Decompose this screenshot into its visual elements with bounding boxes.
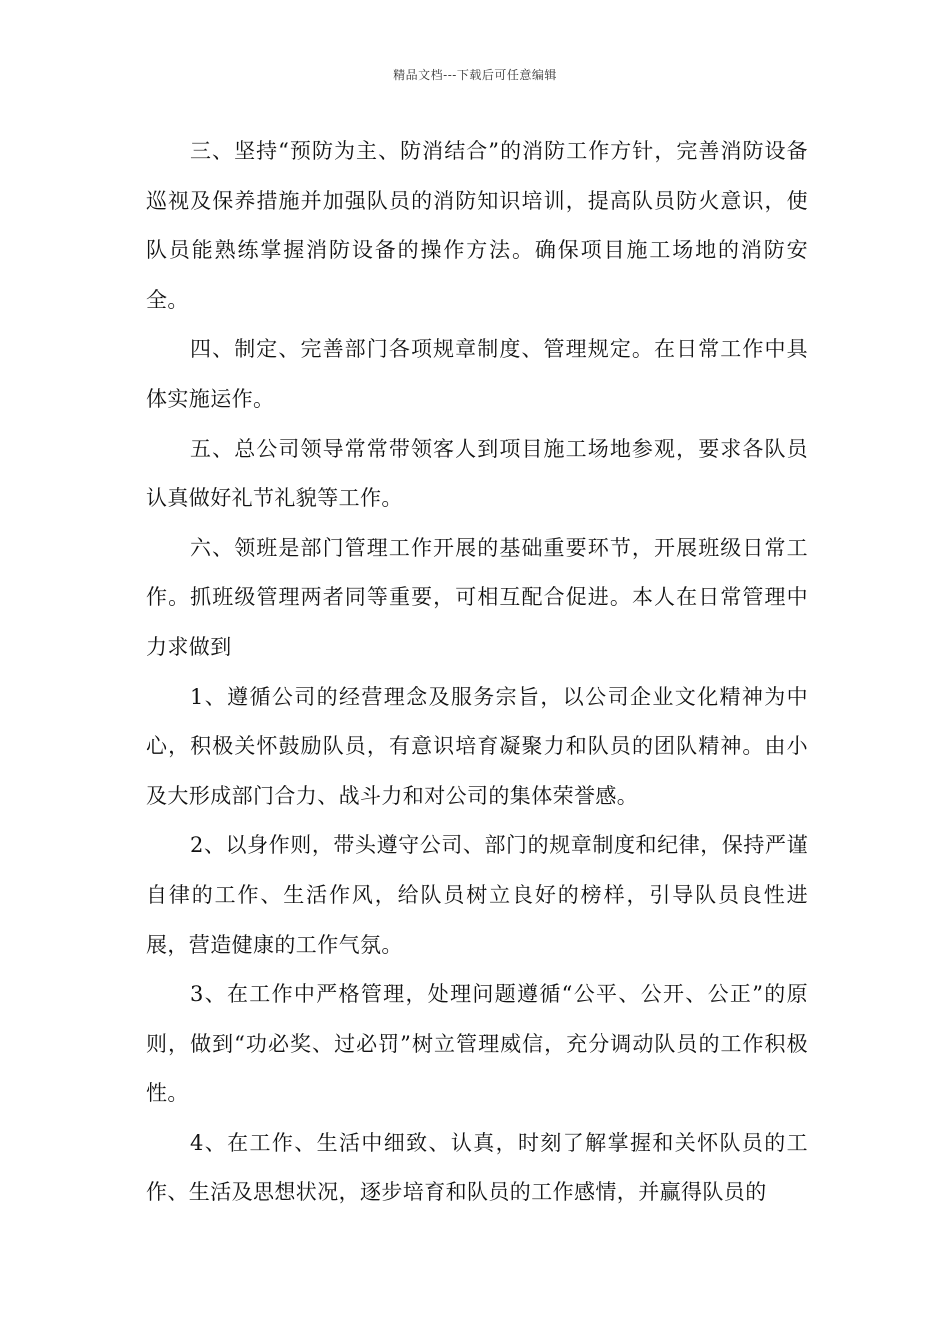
paragraph-team-lead: 六、领班是部门管理工作开展的基础重要环节，开展班级日常工作。抓班级管理两者同等重要，可相互配合促进。本人在日常管理中力求做到 bbox=[146, 535, 808, 659]
document-body bbox=[146, 127, 808, 1218]
paragraph-fire-safety: 三、坚持“预防为主、防消结合”的消防工作方针，完善消防设备巡视及保养措施并加强队员的消防知识培训，提高队员防火意识，使队员能熟练掌握消防设备的操作方法。确保项目施工场地的消防安全。 bbox=[146, 139, 808, 312]
paragraph-item-2: 2、以身作则，带头遵守公司、部门的规章制度和纪律，保持严谨自律的工作、生活作风，给队员树立良好的榜样，引导队员良性进展，营造健康的工作气氛。 bbox=[146, 833, 808, 957]
paragraph-etiquette: 五、总公司领导常常带领客人到项目施工场地参观，要求各队员认真做好礼节礼貌等工作。 bbox=[146, 436, 808, 511]
paragraph-item-1: 1、遵循公司的经营理念及服务宗旨，以公司企业文化精神为中心，积极关怀鼓励队员，有意识培育凝聚力和队员的团队精神。由小及大形成部门合力、战斗力和对公司的集体荣誉感。 bbox=[146, 684, 808, 808]
paragraph-item-3: 3、在工作中严格管理，处理问题遵循“公平、公开、公正”的原则，做到“功必奖、过必罚”树立管理威信，充分调动队员的工作积极性。 bbox=[146, 982, 808, 1106]
paragraph-regulations: 四、制定、完善部门各项规章制度、管理规定。在日常工作中具体实施运作。 bbox=[146, 337, 808, 411]
page-header: 精品文档---下载后可任意编辑 bbox=[393, 68, 557, 82]
paragraph-item-4: 4、在工作、生活中细致、认真，时刻了解掌握和关怀队员的工作、生活及思想状况，逐步培育和队员的工作感情，并赢得队员的 bbox=[146, 1130, 808, 1205]
